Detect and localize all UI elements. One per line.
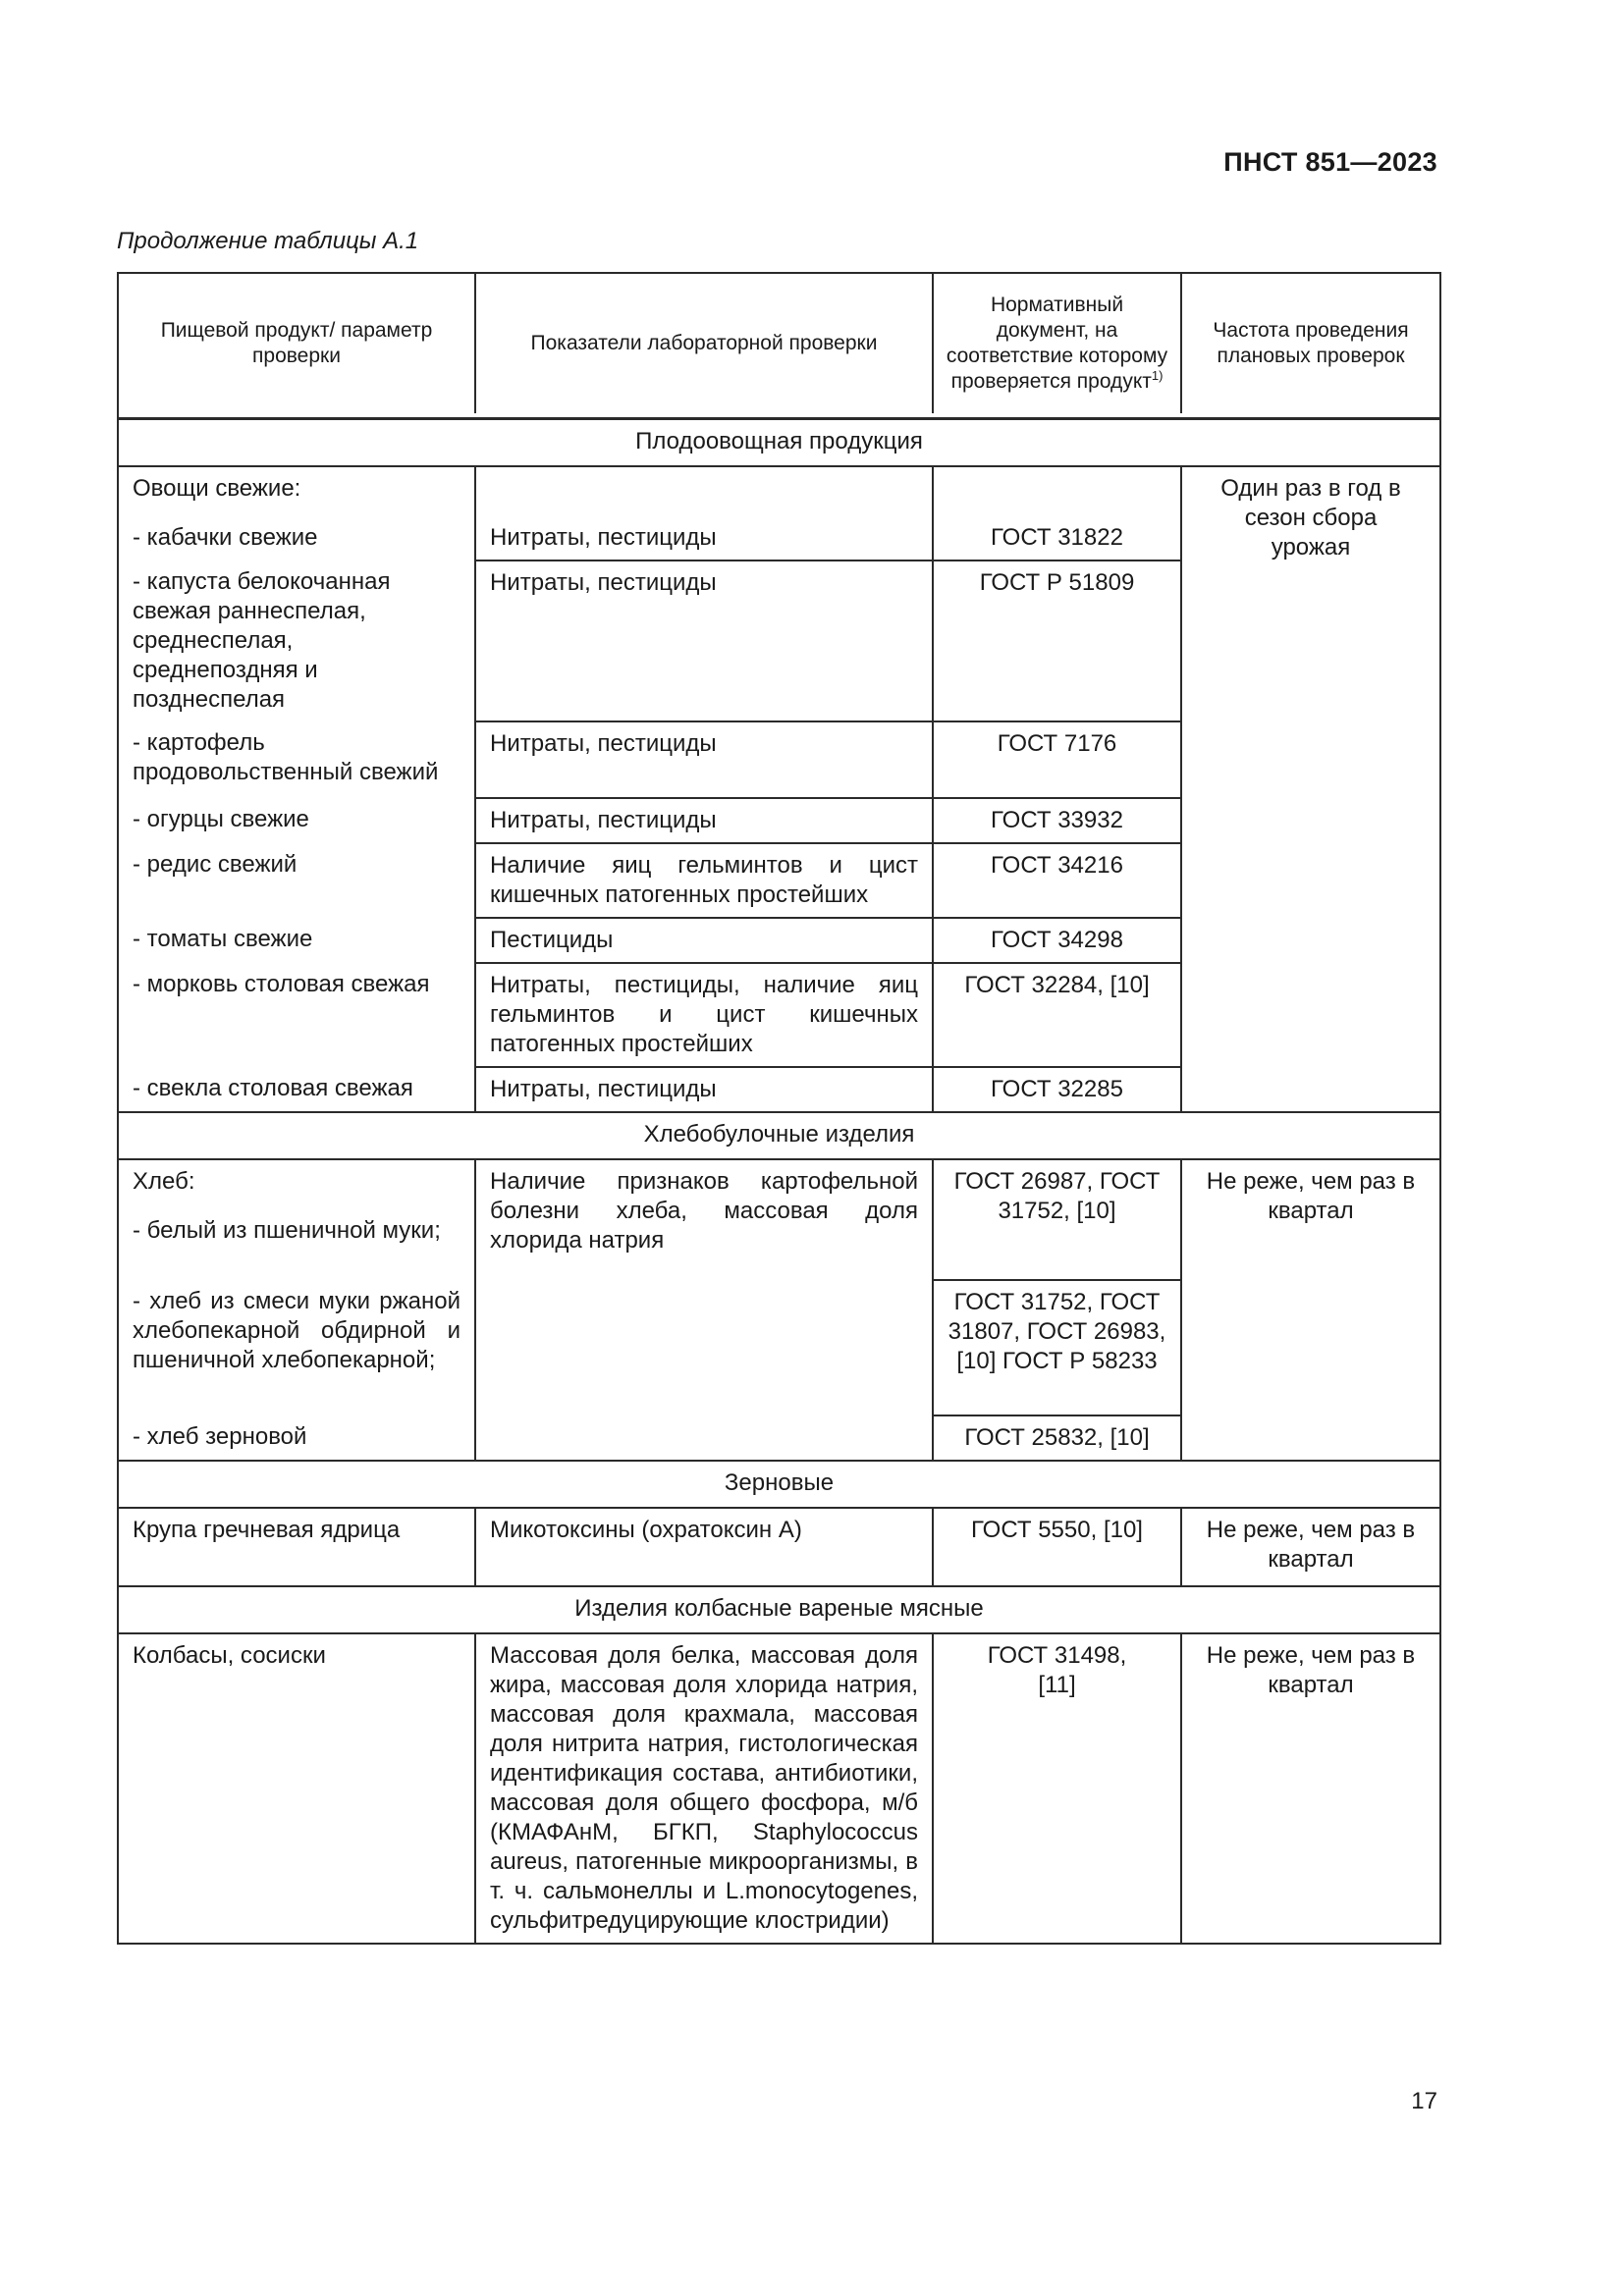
normative-doc-cell: ГОСТ 34298 xyxy=(933,918,1181,963)
indicators-cell: Нитраты, пестициды xyxy=(475,798,933,843)
indicators-cell: Наличие яиц гельминтов и цист кишечных патогенных простейших xyxy=(475,843,933,918)
footnote-ref: 1) xyxy=(1151,368,1164,383)
product-name: - кабачки свежие xyxy=(133,524,318,551)
indicators-cell: Массовая доля белка, массовая доля жира, массовая доля хлорида натрия, массовая доля крахмала, массовая доля нитрита натрия, гистологическая идентификация состава, антибиотики, массовая доля общего фосфора, м/б (КМАФАнМ, БГКП, Staphylococcus aureus, патогенные микроорганизмы, в т. ч. сальмонеллы и L.monocytogenes, сульфитредуцирующие клостридии) xyxy=(475,1633,933,1944)
product-cell: - томаты свежие xyxy=(118,918,475,963)
normative-doc-cell: ГОСТ 25832, [10] xyxy=(933,1415,1181,1461)
section-title: Хлебобулочные изделия xyxy=(118,1112,1440,1159)
indicators-cell: Нитраты, пестициды xyxy=(475,561,933,721)
group-label: Хлеб: xyxy=(133,1168,195,1195)
section-row-grain xyxy=(118,1461,1440,1508)
product-cell: - огурцы свежие xyxy=(118,798,475,843)
table-caption: Продолжение таблицы А.1 xyxy=(117,228,419,254)
normative-doc-cell: ГОСТ 26987, ГОСТ 31752, [10] xyxy=(933,1159,1181,1280)
indicators-cell: Микотоксины (охратоксин А) xyxy=(475,1508,933,1586)
frequency-cell: Не реже, чем раз в квартал xyxy=(1181,1159,1440,1461)
product-cell: - картофель продовольственный свежий xyxy=(118,721,475,798)
normative-doc-cell: ГОСТ 31498, [11] xyxy=(933,1633,1181,1944)
table-row xyxy=(118,1159,1440,1280)
section-title: Плодоовощная продукция xyxy=(118,419,1440,467)
normative-doc-cell: ГОСТ 5550, [10] xyxy=(933,1508,1181,1586)
normative-doc-cell: ГОСТ 31752, ГОСТ 31807, ГОСТ 26983, [10] ГОСТ Р 58233 xyxy=(933,1280,1181,1415)
product-cell: - редис свежий xyxy=(118,843,475,918)
normative-doc-cell: ГОСТ 31822 xyxy=(933,466,1181,561)
product-cell: - морковь столовая свежая xyxy=(118,963,475,1067)
section-row-sausage xyxy=(118,1586,1440,1633)
indicators-cell: Пестициды xyxy=(475,918,933,963)
group-label: Овощи свежие: xyxy=(133,475,301,502)
product-cell: - хлеб зерновой xyxy=(118,1415,475,1461)
page-number: 17 xyxy=(1411,2088,1437,2114)
indicators-cell: Нитраты, пестициды xyxy=(475,721,933,798)
normative-doc-cell: ГОСТ 33932 xyxy=(933,798,1181,843)
indicators-cell: Наличие признаков картофельной болезни хлеба, массовая доля хлорида натрия xyxy=(475,1159,933,1461)
normative-doc-cell: ГОСТ 34216 xyxy=(933,843,1181,918)
table-row xyxy=(118,1633,1440,1944)
section-row-bread xyxy=(118,1112,1440,1159)
normative-doc-cell: ГОСТ Р 51809 xyxy=(933,561,1181,721)
frequency-cell: Один раз в год в сезон сбора урожая xyxy=(1181,466,1440,1112)
table-row xyxy=(118,1508,1440,1586)
section-row-veg xyxy=(118,419,1440,467)
normative-doc-cell: ГОСТ 7176 xyxy=(933,721,1181,798)
col-header-indicators: Показатели лабораторной проверки xyxy=(475,273,933,413)
indicators-cell: Нитраты, пестициды xyxy=(475,466,933,561)
section-title: Зерновые xyxy=(118,1461,1440,1508)
product-cell: - капуста белокочанная свежая раннеспелая, среднеспелая, среднепоздняя и позднеспелая xyxy=(118,561,475,721)
normative-doc-cell: ГОСТ 32285 xyxy=(933,1067,1181,1112)
document-code: ПНСТ 851—2023 xyxy=(1223,147,1437,177)
product-cell: Колбасы, сосиски xyxy=(118,1633,475,1944)
product-cell xyxy=(118,1159,475,1280)
col-header-normative-doc: Нормативный документ, на соответствие которому проверяется продукт$^{1)}$ xyxy=(933,273,1181,413)
col-header-frequency: Частота проведения плановых проверок xyxy=(1181,273,1440,413)
product-cell xyxy=(118,466,475,561)
frequency-cell: Не реже, чем раз в квартал xyxy=(1181,1633,1440,1944)
product-cell: Крупа гречневая ядрица xyxy=(118,1508,475,1586)
normative-doc-cell: ГОСТ 32284, [10] xyxy=(933,963,1181,1067)
product-cell: - хлеб из смеси муки ржаной хлебопекарной обдирной и пшеничной хлебопекарной; xyxy=(118,1280,475,1415)
indicators-cell: Нитраты, пестициды xyxy=(475,1067,933,1112)
table-header-row xyxy=(118,273,1440,413)
requirements-table xyxy=(117,272,1441,1945)
product-cell: - свекла столовая свежая xyxy=(118,1067,475,1112)
table-row xyxy=(118,466,1440,561)
frequency-cell: Не реже, чем раз в квартал xyxy=(1181,1508,1440,1586)
section-title: Изделия колбасные вареные мясные xyxy=(118,1586,1440,1633)
col-header-product: Пищевой продукт/ параметр проверки xyxy=(118,273,475,413)
indicators-cell: Нитраты, пестициды, наличие яиц гельминтов и цист кишечных патогенных простейших xyxy=(475,963,933,1067)
product-name: - белый из пшеничной муки; xyxy=(133,1217,441,1244)
